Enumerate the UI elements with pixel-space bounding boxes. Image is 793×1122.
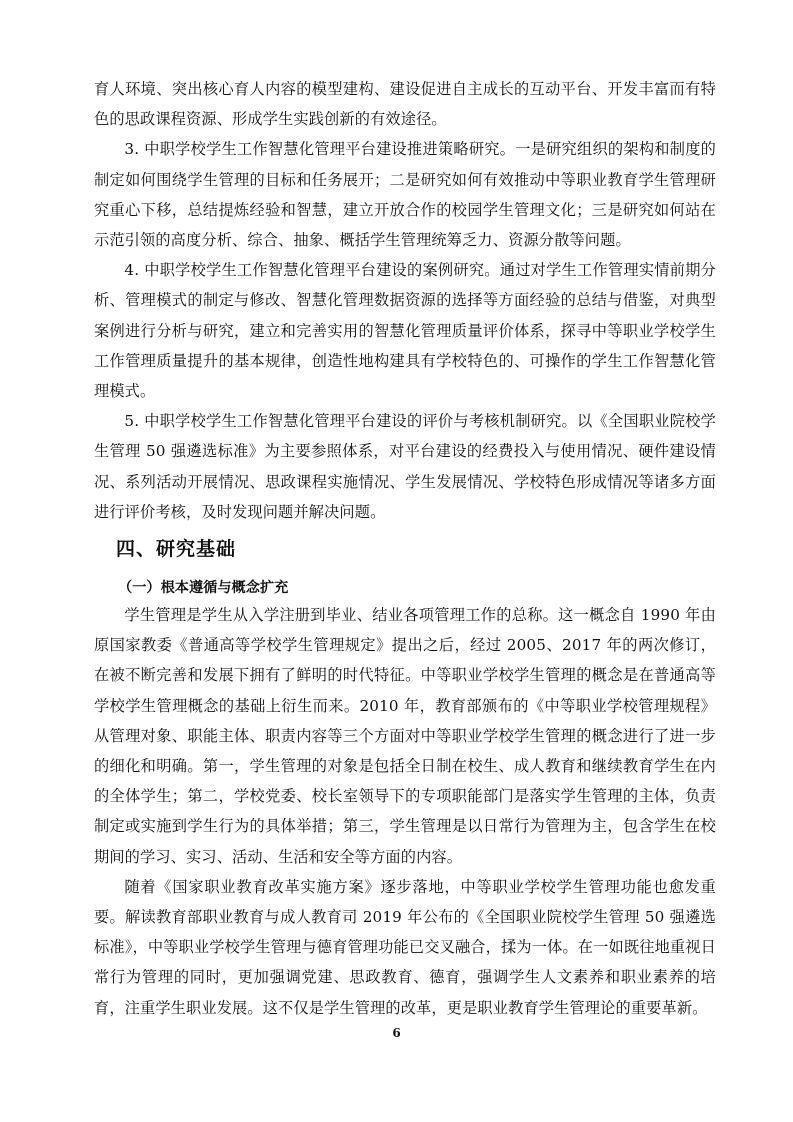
paragraph-item-3: 3. 中职学校学生工作智慧化管理平台建设推进策略研究。一是研究组织的架构和制度的制定如何围绕学生管理的目标和任务展开；二是研究如何有效推动中等职业教育学生管理研究重心下移，总结提炼经验和智慧，建立开放合作的校园学生管理文化；三是研究如何站在示范引领的高度分析、综合、抽象、概括学生管理统筹乏力、资源分散等问题。 (94, 140, 716, 250)
paragraph-concept: 学生管理是学生从入学注册到毕业、结业各项管理工作的总称。这一概念自 1990 年由原国家教委《普通高等学校学生管理规定》提出之后，经过 2005、2017 年的两次修订，在被不断完善和发展下拥有了鲜明的时代特征。中等职业学校学生管理的概念是在普通高等学校学生管理概念的基础上衍生而来。2010 年，教育部颁布的《中等职业学校管理规程》从管理对象、职能主体、职责内容等三个方面对中等职业学校学生管理的概念进行了进一步的细化和明确。第一，学生管理的对象是包括全日制在校生、成人教育和继续教育学生在内的全体学生；第二，学校党委、校长室领导下的专项职能部门是落实学生管理的主体，负责制定或实施到学生行为的具体举措；第三，学生管理是以日常行为管理为主，包含学生在校期间的学习、实习、活动、生活和安全等方面的内容。 (94, 606, 716, 866)
research-foundation-section (94, 600, 716, 1023)
paragraph-continuation: 育人环境、突出核心育人内容的模型建构、建设促进自主成长的互动平台、开发丰富而有特色的思政课程资源、形成学生实践创新的有效途径。 (94, 80, 716, 129)
paragraph-item-5: 5. 中职学校学生工作智慧化管理平台建设的评价与考核机制研究。以《全国职业院校学生管理 50 强遴选标准》为主要参照体系，对平台建设的经费投入与使用情况、硬件建设情况、系列活动开展情况、思政课程实施情况、学生发展情况、学校特色形成情况等诸多方面进行评价考核，及时发现问题并解决问题。 (94, 412, 716, 521)
subsection-heading: （一）根本遵循与概念扩充 (118, 580, 289, 596)
research-content-section (94, 74, 716, 527)
section-heading: 四、研究基础 (116, 538, 237, 560)
paragraph-reform: 随着《国家职业教育改革实施方案》逐步落地，中等职业学校学生管理功能也愈发重要。解读教育部职业教育与成人教育司 2019 年公布的《全国职业院校学生管理 50 强遴选标准》，中等职业学校学生管理与德育管理功能已交叉融合，揉为一体。在一如既往地重视日常行为管理的同时，更加强调党建、思政教育、德育，强调学生人文素养和职业素养的培育，注重学生职业发展。这不仅是学生管理的改革，更是职业教育学生管理论的重要革新。 (94, 877, 716, 1017)
paragraph-item-4: 4. 中职学校学生工作智慧化管理平台建设的案例研究。通过对学生工作管理实情前期分析、管理模式的制定与修改、智慧化管理数据资源的选择等方面经验的总结与借鉴，对典型案例进行分析与研究，建立和完善实用的智慧化管理质量评价体系，探寻中等职业学校学生工作管理质量提升的基本规律，创造性地构建具有学校特色的、可操作的学生工作智慧化管理模式。 (94, 261, 716, 401)
page-number: 6 (392, 1026, 401, 1040)
